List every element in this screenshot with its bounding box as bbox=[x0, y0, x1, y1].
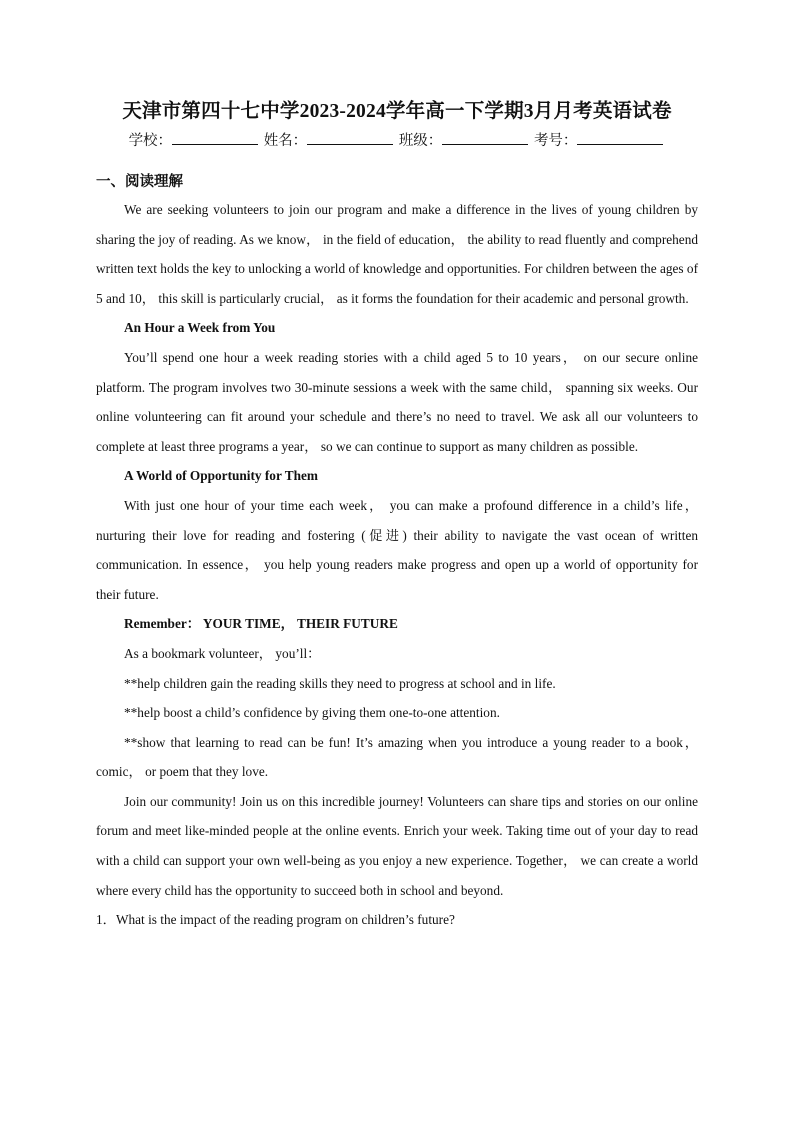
subheading-hour: An Hour a Week from You bbox=[124, 320, 276, 336]
paragraph-community: Join our community! Join us on this incredible journey! Volunteers can share tips and stories on our online forum and meet like-minded people at the online events. Enrich your week. Taking time out of your day to read with a child can support your own well-being as you enjoy a new experience. Together， we can create a world where every child has the opportunity to succeed both in school and beyond. bbox=[96, 793, 698, 898]
bullet-item: **show that learning to read can be fun! It’s amazing when you introduce a young reader to a book， comic， or poem that they love. bbox=[96, 734, 698, 780]
student-info-line bbox=[96, 130, 698, 152]
question-1: 1．What is the impact of the reading program on children’s future? bbox=[96, 912, 455, 928]
subheading-remember: Remember： YOUR TIME， THEIR FUTURE bbox=[124, 616, 398, 632]
paragraph-opportunity: With just one hour of your time each week， you can make a profound difference in a child’s life， nurturing their love for reading and fostering (促进) their ability to navigate the vast ocean of written communication. In essence， you help young readers make progress and open up a world of opportunity for their future. bbox=[96, 497, 698, 602]
exam-page bbox=[96, 98, 698, 935]
bullet-item: **help boost a child’s confidence by giving them one-to-one attention. bbox=[124, 705, 500, 721]
subheading-opportunity: A World of Opportunity for Them bbox=[124, 468, 318, 484]
class-blank[interactable] bbox=[442, 130, 528, 145]
page-title: 天津市第四十七中学2023-2024学年高一下学期3月月考英语试卷 bbox=[122, 101, 672, 122]
name-label: 姓名： bbox=[263, 133, 308, 149]
paragraph-volunteer: As a bookmark volunteer， you’ll： bbox=[124, 645, 321, 661]
reading-passage bbox=[96, 195, 698, 935]
paragraph-hour: You’ll spend one hour a week reading stories with a child aged 5 to 10 years， on our secure online platform. The program involves two 30-minute sessions a week with the same child， spanning six weeks. Our online volunteering can fit around your schedule and there’s no need to travel. We ask all our volunteers to complete at least three programs a year， so we can continue to support as many children as possible. bbox=[96, 349, 698, 454]
school-label: 学校： bbox=[128, 133, 173, 149]
exam-number-blank[interactable] bbox=[577, 130, 663, 145]
intro-paragraph: We are seeking volunteers to join our program and make a difference in the lives of young children by sharing the joy of reading. As we know， in the field of education， the ability to read fluently and comprehend written text holds the key to unlocking a world of knowledge and opportunities. For children between the ages of 5 and 10， this skill is particularly crucial， as it forms the foundation for their academic and personal growth. bbox=[96, 202, 698, 306]
school-blank[interactable] bbox=[172, 130, 258, 145]
class-label: 班级： bbox=[398, 133, 443, 149]
exam-number-label: 考号： bbox=[533, 133, 578, 149]
section-heading: 一、阅读理解 bbox=[96, 174, 183, 190]
name-blank[interactable] bbox=[307, 130, 393, 145]
bullet-item: **help children gain the reading skills they need to progress at school and in life. bbox=[124, 675, 556, 691]
